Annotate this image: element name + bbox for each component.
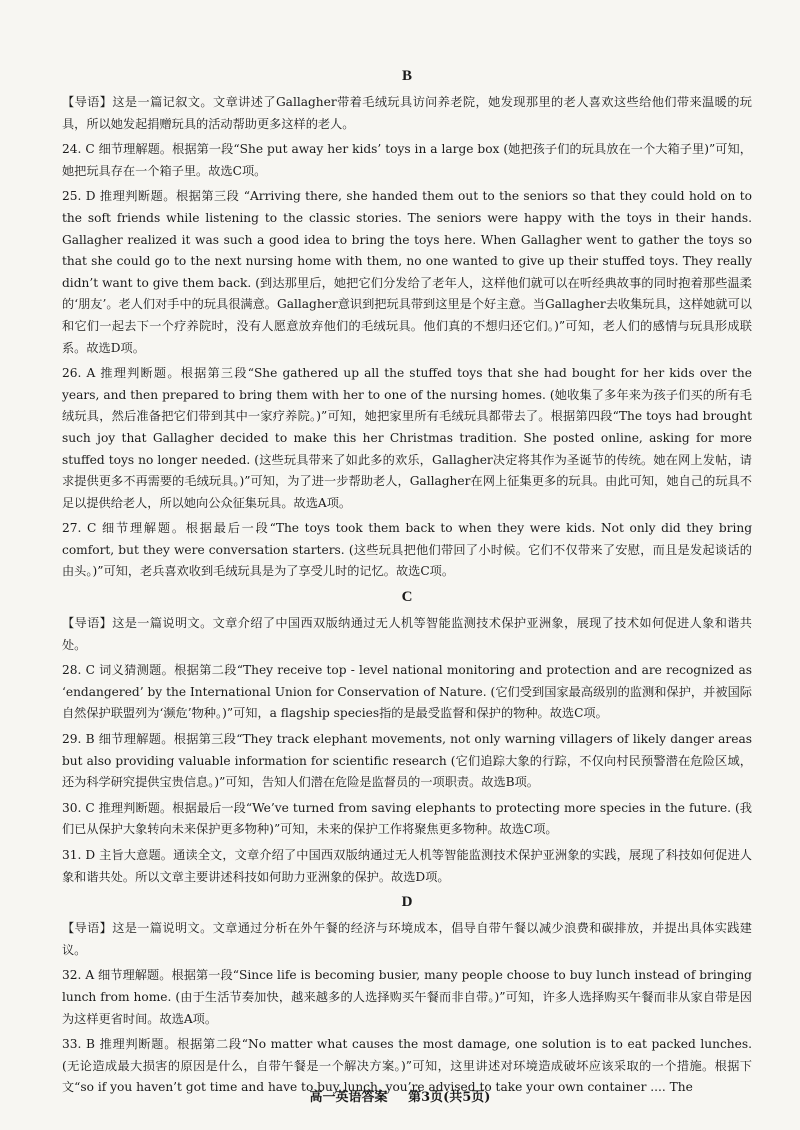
- page-footer: [0, 1086, 800, 1105]
- section-heading-c: C: [401, 589, 413, 606]
- answer-31: 31. D 主旨大意题。通读全文，文章介绍了中国西双版纳通过无人机等智能监测技术保护亚洲象的实践，展现了科技如何促进人象和谐共处。所以文章主要讲述科技如何助力亚洲象的保护。故选D项。: [62, 848, 752, 884]
- section-heading-b: B: [401, 68, 412, 84]
- answer-24: 24. C 细节理解题。根据第一段“She put away her kids’ toys in a large box (她把孩子们的玩具放在一个大箱子里)”可知，她把玩具存在一个箱子里。故选C项。: [62, 142, 752, 178]
- answer-30: 30. C 推理判断题。根据最后一段“We’ve turned from saving elephants to protecting more species in the future. (我们已从保护大象转向未来保护更多物种)”可知，未来的保护工作将聚焦更多物种。故选C项。: [62, 800, 752, 837]
- answer-28: 28. C 词义猜测题。根据第二段“They receive top - level national monitoring and protection and are recognized as ‘endangered’ by the International Union for Conservation of Nature. (它们受到国家最高级别的监测和保护，并被国际自然保护联盟列为‘濒危’物种。)”可知，a flagship species指的是最受监督和保护的物种。故选C项。: [62, 663, 752, 721]
- guide-paragraph-c: 【导语】这是一篇说明文。文章介绍了中国西双版纳通过无人机等智能监测技术保护亚洲象，展现了技术如何促进人象和谐共处。: [62, 616, 752, 652]
- answer-29: 29. B 细节理解题。根据第三段“They track elephant movements, not only warning villagers of likely danger areas but also providing valuable information for scientific research (它们追踪大象的行踪，不仅向村民预警潜在危险区域，还为科学研究提供宝贵信息。)”可知，告知人们潜在危险是监督员的一项职责。故选B项。: [62, 732, 752, 790]
- guide-paragraph-b: 【导语】这是一篇记叙文。文章讲述了Gallagher带着毛绒玩具访问养老院，她发现那里的老人喜欢这些给他们带来温暖的玩具，所以她发起捐赠玩具的活动帮助更多这样的老人。: [62, 95, 752, 131]
- footer-page-number: 第3页(共5页): [408, 1090, 491, 1105]
- guide-paragraph-d: 【导语】这是一篇说明文。文章通过分析在外午餐的经济与环境成本，倡导自带午餐以减少浪费和碳排放，并提出具体实践建议。: [62, 921, 752, 957]
- section-heading-d: D: [401, 894, 413, 911]
- answer-25: 25. D 推理判断题。根据第三段 “Arriving there, she handed them out to the seniors so that they could hold on to the soft friends while listening to the classic stories. The seniors were happy with the toys in their hands. Gallagher realized it was such a good idea to bring the toys here. When Gallagher went to gather the toys so that she could go to the next nursing home with them, no one wanted to give up their stuffed toys. They really didn’t want to give them back. (到达那里后，她把它们分发给了老年人，这样他们就可以在听经典故事的同时抱着那些温柔的‘朋友’。老人们对手中的玩具很满意。Gallagher意识到把玩具带到这里是个好主意。当Gallagher去收集玩具，这样她就可以和它们一起去下一个疗养院时，没有人愿意放弃他们的毛绒玩具。他们真的不想归还它们。)”可知，老人们的感情与玩具形成联系。故选D项。: [62, 189, 752, 355]
- answer-32: 32. A 细节理解题。根据第一段“Since life is becoming busier, many people choose to buy lunch instead of bringing lunch from home. (由于生活节奏加快，越来越多的人选择购买午餐而非自带。)”可知，许多人选择购买午餐而非从家自带是因为这样更省时间。故选A项。: [62, 968, 752, 1026]
- answer-26: 26. A 推理判断题。根据第三段“She gathered up all the stuffed toys that she had bought for her kids over the years, and then prepared to bring them with her to one of the nursing homes. (她收集了多年来为孩子们买的所有毛绒玩具，然后准备把它们带到其中一家疗养院。)”可知，她把家里所有毛绒玩具都带去了。根据第四段“The toys had brought such joy that Gallagher decided to make this her Christmas tradition. She posted online, asking for more stuffed toys no longer needed. (这些玩具带来了如此多的欢乐，Gallagher决定将其作为圣诞节的传统。她在网上发帖，请求提供更多不再需要的毛绒玩具。)”可知，为了进一步帮助老人，Gallagher在网上征集更多的玩具。由此可知，她自己的玩具不足以提供给老人，所以她向公众征集玩具。故选A项。: [62, 366, 752, 510]
- answer-33: 33. B 推理判断题。根据第二段“No matter what causes the most damage, one solution is to eat packed lunches. (无论造成最大损害的原因是什么，自带午餐是一个解决方案。)”可知，这里讲述对环境造成破坏应该采取的一个措施。根据下文“so if you haven’t got time and have to buy lunch, you’re advised to take your own container .... The: [62, 1037, 752, 1095]
- answer-27: 27. C 细节理解题。根据最后一段“The toys took them back to when they were kids. Not only did they bring comfort, but they were conversation starters. (这些玩具把他们带回了小时候。它们不仅带来了安慰，而且是发起谈话的由头。)”可知，老兵喜欢收到毛绒玩具是为了享受儿时的记忆。故选C项。: [62, 521, 752, 579]
- footer-subject: 高一英语答案: [309, 1090, 388, 1105]
